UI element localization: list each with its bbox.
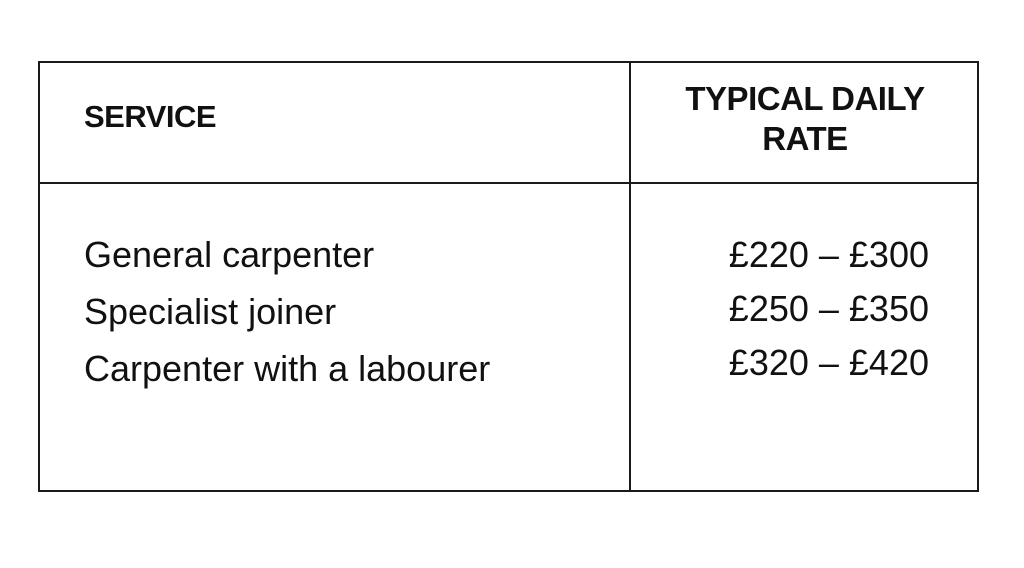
rate-cell: £250 – £350 bbox=[728, 288, 929, 329]
service-cell: General carpenter bbox=[84, 234, 375, 275]
header-typical-daily-rate bbox=[631, 79, 979, 159]
header-rate-line2: RATE bbox=[762, 120, 848, 157]
rate-table bbox=[38, 61, 979, 492]
header-divider bbox=[40, 182, 977, 184]
service-cell: Carpenter with a labourer bbox=[84, 348, 491, 389]
rate-cell: £220 – £300 bbox=[728, 234, 929, 275]
service-cell: Specialist joiner bbox=[84, 291, 337, 332]
header-service: SERVICE bbox=[84, 99, 217, 134]
service-column bbox=[84, 235, 490, 406]
rate-cell: £320 – £420 bbox=[728, 342, 929, 383]
header-rate-line1: TYPICAL DAILY bbox=[685, 80, 925, 117]
rate-column bbox=[631, 235, 979, 397]
